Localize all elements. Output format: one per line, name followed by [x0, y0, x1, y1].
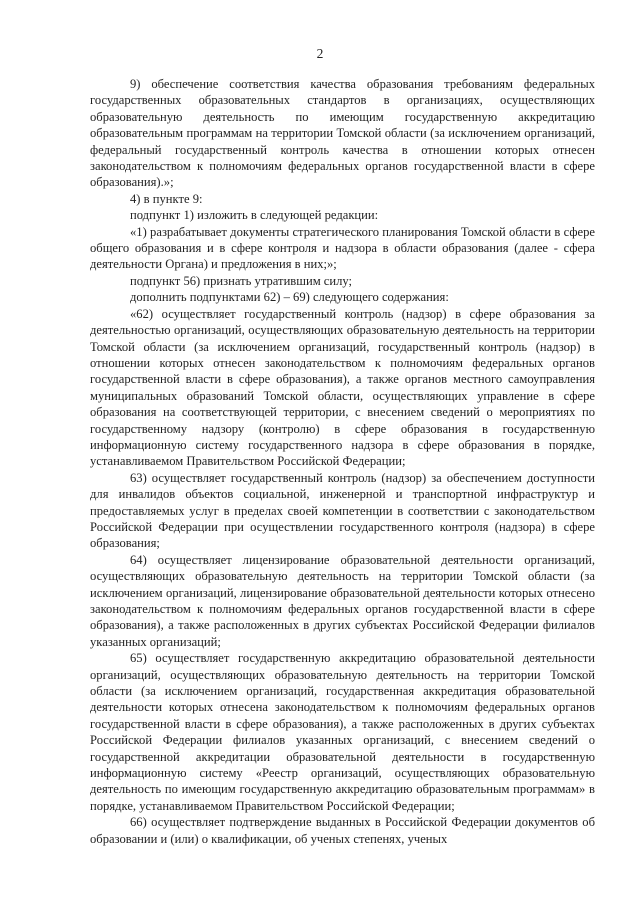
paragraph-64: 64) осуществляет лицензирование образовательной деятельности организаций, осуществляющих образовательную деятельность на территории Томской области (за исключением организаций, лицензирование образовательной деятельности которых отнесено законодательством к полномочиям федеральных органов государственной власти в сфере образования), а также расположенных в других субъектах Российской Федерации филиалов указанных организаций;	[90, 552, 595, 649]
paragraph-subpoint-1-intro: подпункт 1) изложить в следующей редакции:	[130, 208, 379, 223]
paragraph-point-4: 4) в пункте 9:	[130, 191, 203, 206]
paragraph-item-9: 9) обеспечение соответствия качества образования требованиям федеральных государственных образовательных стандартов в организациях, осуществляющих образовательную деятельность по имеющим государственную аккредитацию образовательным программам на территории Томской области (за исключением организаций, федеральный государственный контроль качества в отношении которых отнесен законодательством к полномочиям федеральных органов государственной власти в сфере образования).»;	[90, 77, 595, 190]
paragraph-subpoint-1-text: «1) разрабатывает документы стратегического планирования Томской области в сфере общего образования и в сфере контроля и надзора в области образования (далее - сфера деятельности Органа) и предложения в них;»;	[90, 224, 595, 272]
page-number: 2	[316, 46, 324, 61]
document-body	[90, 76, 595, 847]
paragraph-subpoint-56: подпункт 56) признать утратившим силу;	[130, 273, 353, 288]
paragraph-add-62-69: дополнить подпунктами 62) – 69) следующего содержания:	[130, 290, 449, 305]
paragraph-65: 65) осуществляет государственную аккредитацию образовательной деятельности организаций, осуществляющих образовательную деятельность на территории Томской области (за исключением организаций, государственная аккредитация образовательной деятельности которых отнесена законодательством к полномочиям федеральных органов государственной власти в сфере образования), а также расположенных в других субъектах Российской Федерации филиалов указанных организаций, с внесением сведений о государственной аккредитации образовательной деятельности в государственную информационную систему «Реестр организаций, осуществляющих образовательную деятельность по имеющим государственную аккредитацию образовательным программам» в порядке, устанавливаемом Правительством Российской Федерации;	[90, 651, 595, 813]
paragraph-62: «62) осуществляет государственный контроль (надзор) в сфере образования за деятельностью организаций, осуществляющих образовательную деятельность на территории Томской области (за исключением организаций, государственный контроль (надзор) в отношении которых отнесен законодательством к полномочиям федеральных органов государственной власти в сфере образования), а также органов местного самоуправления муниципальных образований Томской области, осуществляющих управление в сфере образования на соответствующей территории, с внесением сведений о мероприятиях по государственному надзору (контролю) в сфере образования в государственную информационную систему государственного надзора в сфере образования в порядке, устанавливаемом Правительством Российской Федерации;	[90, 306, 595, 469]
paragraph-63: 63) осуществляет государственный контроль (надзор) за обеспечением доступности для инвалидов объектов социальной, инженерной и транспортной инфраструктур и предоставляемых услуг в пределах своей компетенции в соответствии с законодательством Российской Федерации при осуществлении государственного контроля (надзора) в сфере образования;	[90, 470, 595, 551]
paragraph-66: 66) осуществляет подтверждение выданных в Российской Федерации документов об образовании и (или) о квалификации, об ученых степенях, ученых	[90, 815, 595, 846]
